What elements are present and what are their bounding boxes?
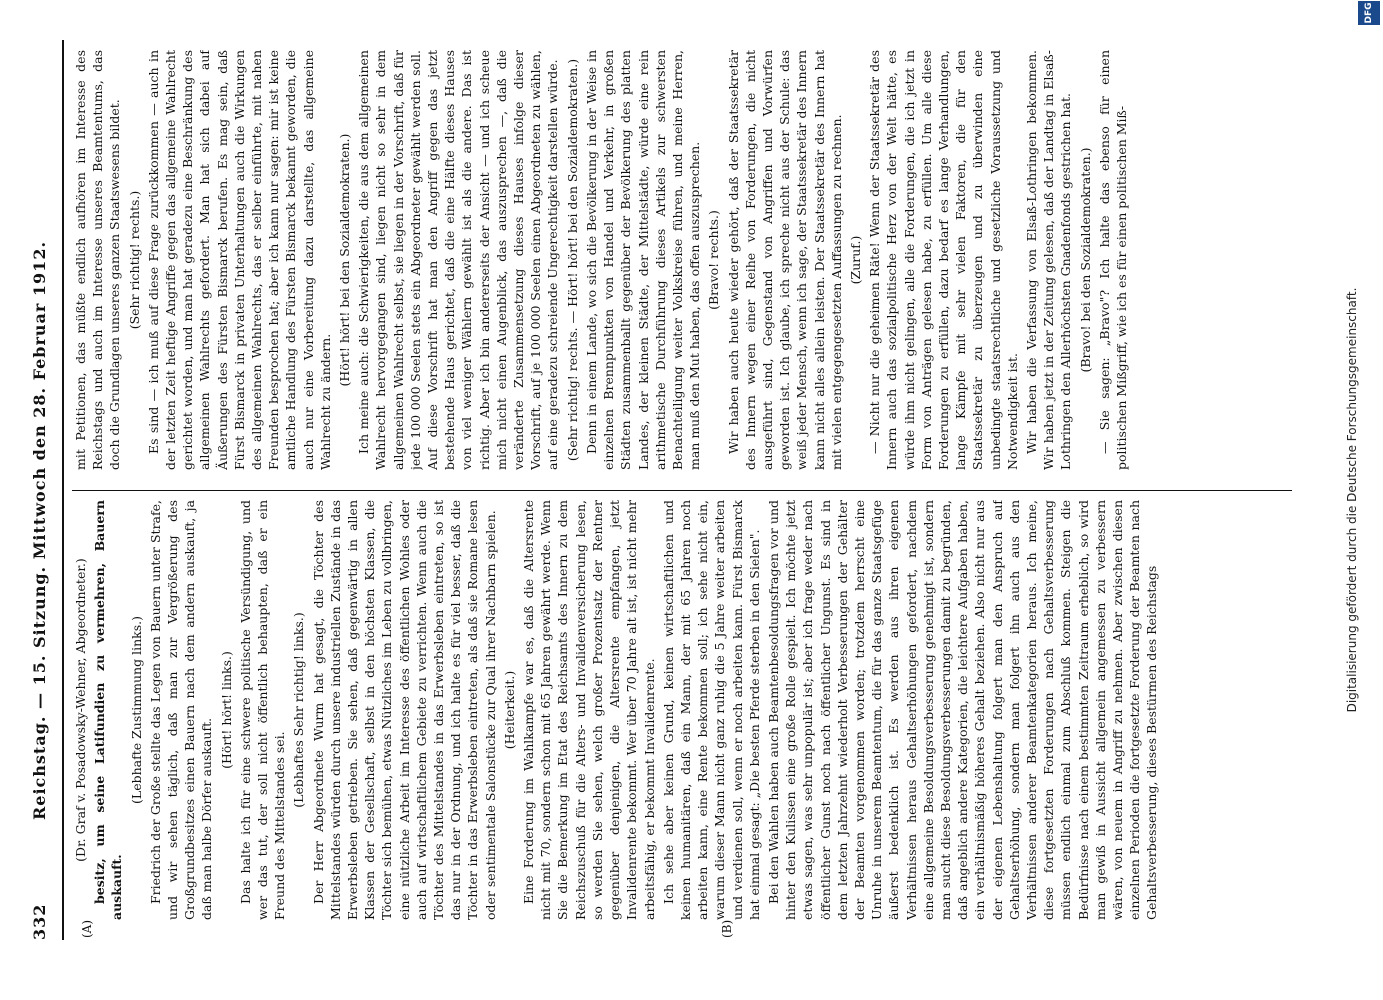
paragraph: Das halte ich für eine schwere politische Versündigung, und wer das tut, der soll nicht öffentlich behaupten, daß er ein Freund des Mittelstandes sei. bbox=[237, 500, 288, 920]
interjection: (Hört! hört! links.) bbox=[218, 651, 234, 769]
margin-mark-b: (B) bbox=[720, 919, 734, 938]
paragraph: — Nicht nur die geheimen Räte! Wenn der Staatssekretär des Innern auch das sozialpolitische Herz von der Welt hätte, es würde ihm nicht gelingen, alle die Forderungen, die ich jetzt in Form von Anträgen gelesen habe, zu erfüllen. Um alle diese Forderungen zu erfüllen, dazu bedarf es lange Verhandlungen, lange Kämpfe mit sehr vielen Faktoren, die für den Staatssekretär zu überzeugen und zu überwinden eine unbedingte staatsrechtliche und gesetzliche Voraussetzung und Notwendigkeit ist. bbox=[867, 50, 1020, 470]
right-column bbox=[72, 50, 1292, 470]
left-column bbox=[72, 500, 1292, 920]
page-title: Reichstag. — 15. Sitzung. Mittwoch den 28. Februar 1912. bbox=[30, 240, 49, 820]
paragraph: Ich meine auch: die Schwierigkeiten, die aus dem allgemeinen Wahlrecht hervorgegangen sind, liegen nicht so sehr in dem allgemeinen Wahlrecht selbst, sie liegen in der Vorschrift, daß für jede 100 000 Seelen stets ein Abgeordneter gewählt werden soll. Auf diese Vorschrift hat man den Angriff gegen das jetzt bestehende Haus gerichtet, daß die eine Hälfte dieses Hauses von viel weniger Wählern gewählt ist als die andere. Das ist richtig. Aber ich bin andererseits der Ansicht — und ich scheue mich nicht einen Augenblick, das auszusprechen —, daß die veränderte Zusammensetzung dieses Hauses infolge dieser Vorschrift, auf je 100 000 Seelen einen Abgeordneten zu wählen, auf eine geradezu schreiende Ungerechtigkeit darstellen würde. bbox=[356, 50, 561, 470]
interjection: (Zuruf.) bbox=[847, 235, 863, 285]
paragraph: Wir haben die Verfassung von Elsaß-Lothringen bekommen. Wir haben jetzt in der Zeitung gelesen, daß der Landtag in Elsaß-Lothringen den Allerhöchsten Gnadenfonds gestrichen hat. bbox=[1023, 50, 1074, 470]
paragraph: Es sind — ich muß auf diese Frage zurückkommen — auch in der letzten Zeit heftige Angriffe gegen das allgemeine Wahlrecht gerichtet worden, und man hat geradezu eine Beschränkung des allgemeinen Wahlrechts gefordert. Man hat sich dabei auf Äußerungen des Fürsten Bismarck berufen. Es mag sein, daß Fürst Bismarck in privaten Unterhaltungen auch die Wirkungen des allgemeinen Wahlrechts, das er selber einführte, mit nahen Freunden besprochen hat; aber ich kann nur sagen: mir ist keine amtliche Handlung des Fürsten Bismarck bekannt geworden, die auch nur eine Vorbereitung dazu darstellte, das allgemeine Wahlrecht zu ändern. bbox=[145, 50, 333, 470]
interjection: (Lebhaftes Sehr richtig! links.) bbox=[291, 612, 307, 808]
newspaper-page bbox=[20, 40, 1320, 940]
paragraph: besitz, um seine Latifundien zu vermehren, Bauern auskauft. bbox=[92, 500, 125, 920]
dfg-logo: DFG bbox=[1358, 1, 1380, 25]
digitization-note: Digitalisierung gefördert durch die Deutsche Forschungsgemeinschaft. bbox=[1345, 287, 1359, 713]
paragraph: mit Petitionen, das müßte endlich aufhören im Interesse des Reichstags und auch im Interesse unseres Beamtentums, das doch die Grundlagen unseres ganzen Staatswesens bildet. bbox=[73, 50, 123, 470]
page-number: 332 bbox=[30, 903, 49, 940]
interjection: (Bravo! rechts.) bbox=[706, 210, 722, 310]
paragraph: Ich sehe aber keinen Grund, keinen wirtschaftlichen und keinen humanitären, daß ein Mann, der mit 65 Jahren noch arbeiten kann, eine Rente bekommen soll; ich sehe nicht ein, warum dieser Mann nicht ganz ruhig die 5 Jahre weiter arbeiten und verdienen soll, wenn er noch arbeiten kann. Fürst Bismarck hat einmal gesagt: „Die besten Pferde sterben in den Sielen". bbox=[660, 500, 762, 920]
paragraph: Der Herr Abgeordnete Wurm hat gesagt, die Töchter des Mittelstandes würden durch unsere industriellen Zustände in das Erwerbsleben getrieben. Sie sehen, daß gegenwärtig in allen Klassen der Gesellschaft, selbst in den höchsten Klassen, die Töchter sich bemühen, etwas Nützliches im Leben zu vollbringen, eine nützliche Arbeit im Interesse des öffentlichen Wohles oder auch auf wirtschaftlichem Gebiete zu verrichten. Wenn auch die Töchter des Mittelstandes in das Erwerbsleben eintreten, so ist das nur in der Ordnung, und ich halte es für viel besser, daß die Töchter in das Erwerbsleben eintreten, als daß sie Romane lesen oder sentimentale Salonstücke zur Qual ihrer Nachbarn spielen. bbox=[310, 500, 498, 920]
interjection: (Lebhafte Zustimmung links.) bbox=[128, 616, 144, 804]
margin-mark-a: (A) bbox=[80, 919, 94, 938]
running-head bbox=[20, 40, 60, 940]
paragraph: Bei den Wahlen haben auch Beamtenbesoldungsfragen vor und hinter den Kulissen eine große Rolle gespielt. Ich möchte jetzt etwas sagen, was sehr unpopulär ist; aber ich frage weder nach öffentlicher Gunst noch nach öffentlicher Ungunst. Es sind in dem letzten Jahrzehnt wiederholt Verbesserungen der Gehälter der Beamten vorgenommen worden; trotzdem herrscht eine Unruhe in unserem Beamtentum, die für das ganze Staatsgefüge äußerst bedenklich ist. Es werden aus ihren eigenen Verhältnissen heraus Gehaltserhöhungen gefordert, nachdem eine allgemeine Besoldungsverbesserung genehmigt ist, sondern man sucht diese Besoldungsverbesserungen damit zu begründen, daß angeblich andere Kategorien, die leichtere Aufgaben haben, ein verhältnismäßig höheres Gehalt beziehen. Also nicht nur aus der eigenen Lebenshaltung folgert man den Anspruch auf Gehaltserhöhung, sondern man folgert ihn auch aus den Verhältnissen anderer Beamtenkategorien heraus. Ich meine, diese fortgesetzten Forderungen nach Gehaltsverbesserung müssen endlich einmal zum Abschluß kommen. Steigen die Bedürfnisse nach einem bestimmten Zeitraum erheblich, so wird man gewiß in Aussicht allgemein angemessen zu verbessern wären, von neuem in Angriff zu nehmen. Aber zwischen diesen einzelnen Perioden die fortgesetzte Forderung der Beamten nach Gehaltsverbesserung, dieses Bestürmen des Reichstags bbox=[765, 500, 1160, 920]
paragraph: Denn in einem Lande, wo sich die Bevölkerung in der Weise in einzelnen Brennpunkten von Handel und Verkehr, in großen Städten zusammenballt gegenüber der Bevölkerung des platten Landes, der kleinen Städte, der Mittelstädte, würde eine rein arithmetische Durchführung dieses Artikels zur schwersten Benachteiligung weiter Volkskreise führen, und meine Herren, man muß den Mut haben, das offen auszusprechen. bbox=[583, 50, 703, 470]
interjection: (Sehr richtig! rechts.) bbox=[126, 190, 142, 330]
paragraph: Friedrich der Große stellte das Legen von Bauern unter Strafe, und wir sehen täglich, daß man zur Vergrößerung des Großgrundbesitzes einen Bauern nach dem andern auskauft, ja daß man halbe Dörfer auskauft. bbox=[147, 500, 215, 920]
paragraph: — Sie sagen: „Bravo"? Ich halte das ebenso für einen politischen Mißgriff, wie ich es für einen politischen Miß- bbox=[1096, 50, 1129, 470]
interjection: (Heiterkeit.) bbox=[501, 670, 517, 750]
interjection: (Bravo! bei den Sozialdemokraten.) bbox=[1077, 147, 1093, 373]
paragraph: Wir haben auch heute wieder gehört, daß der Staatssekretär des Innern wegen einer Reihe von Forderungen, die nicht ausgeführt sind, Gegenstand von Angriffen und Vorwürfen geworden ist. Ich glaube, ich spreche nicht aus der Schule: das weiß jeder Mensch, wenn ich sage, der Staatssekretär des Innern kann nicht alles allein leisten. Der Staatssekretär des Innern hat mit vielen entgegengesetzten Auffassungen zu rechnen. bbox=[725, 50, 844, 470]
speaker-line: (Dr. Graf v. Posadowsky-Wehner, Abgeordneter.) bbox=[73, 558, 88, 862]
interjection: (Sehr richtig! rechts. — Hört! hört! bei den Sozialdemokraten.) bbox=[564, 58, 580, 462]
column-divider bbox=[72, 490, 1292, 491]
header-rule bbox=[62, 40, 64, 940]
paragraph: Eine Forderung im Wahlkampfe war es, daß die Altersrente nicht mit 70, sondern schon mit 65 Jahren gewährt werde. Wenn Sie die Bemerkung im Etat des Reichsamts des Innern zu dem Reichszuschuß für die Alters- und Invalidenversicherung lesen, so werden Sie sehen, welch großer Prozentsatz der Rentner gegenüber denjenigen, die Altersrente empfangen, jetzt Invalidenrente bekommt. Wer über 70 Jahre alt ist, ist nicht mehr arbeitsfähig, er bekommt Invalidenrente. bbox=[521, 500, 657, 920]
interjection: (Hört! hört! bei den Sozialdemokraten.) bbox=[337, 133, 353, 387]
